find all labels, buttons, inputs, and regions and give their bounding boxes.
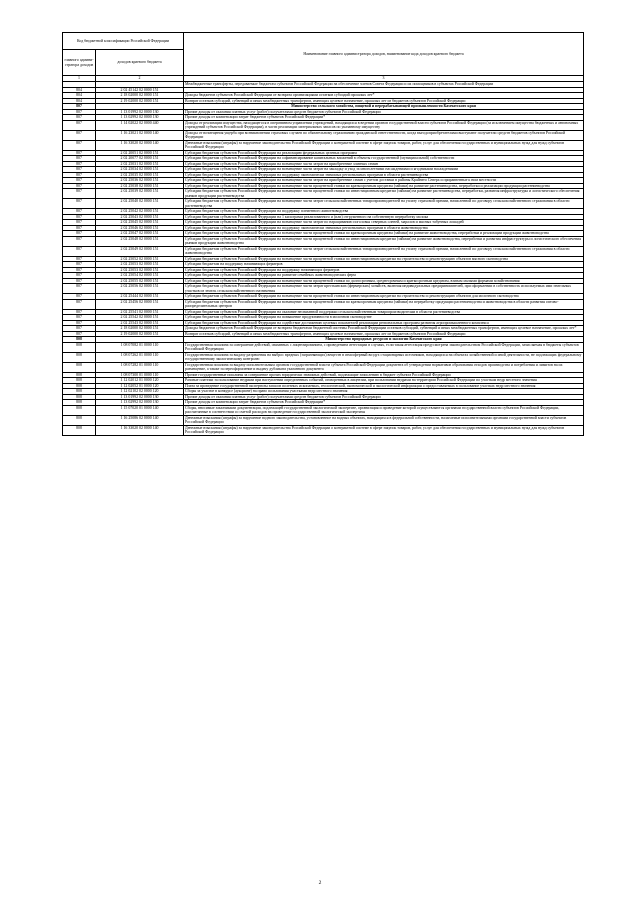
table-row [63, 236, 584, 246]
name-cell: Субсидии бюджетам субъектов Российской Федерации на поддержку племенного животноводства [184, 209, 584, 215]
table-row [63, 231, 584, 237]
table-row [63, 284, 584, 294]
name-cell: Субсидии бюджетам субъектов Российской Федерации на возмещение части затрат на закладку и уход за многолетними насаждениями и ягодниками насаждениями [184, 167, 584, 173]
name-cell: Субсидии бюджетам субъектов Российской Федерации на поддержку экономически значимых региональных программ в области растениеводства [184, 172, 584, 178]
budget-code-cell: 2 02 45142 02 0000 151 [96, 87, 184, 93]
admin-code-cell: 807 [63, 278, 96, 284]
budget-code-cell: 2 02 25043 02 0000 151 [96, 214, 184, 220]
page-number: 2 [318, 880, 322, 886]
table-row [63, 246, 584, 256]
name-cell: Доходы бюджетов субъектов Российской Федерации от возврата организациями остатков субсидий прошлых лет* [184, 93, 584, 99]
table-row [63, 183, 584, 189]
name-cell: Межбюджетные трансферты, передаваемые бюджетам субъектов Российской Федерации на обеспечение членов Совета Федерации и их помощников в субъектах Российской Федерации [184, 82, 584, 88]
table-row [63, 294, 584, 300]
header-name-column: Наименование главного администратора доходов, наименование кода доходов краевого бюджета [184, 33, 584, 76]
admin-code-cell: 808 [63, 378, 96, 384]
name-cell: Субсидии бюджетам субъектов Российской Федерации на возмещение части процентной ставки по инвестиционным кредитам (займам) на развитие растениеводства, переработки, развития инфраструктуры и логистического обеспечения рынков продукции растениеводства [184, 189, 584, 199]
name-cell: Сборы за участие в конкурсе (аукционе) на право пользования участками недр местного значения [184, 389, 584, 395]
name-cell: Прочие доходы от оказания платных услуг (работ) получателями средств бюджетов субъектов Российской Федерации [184, 109, 584, 115]
budget-code-cell: 1 16 33020 02 0000 140 [96, 425, 184, 435]
admin-code-cell: 808 [63, 400, 96, 406]
admin-code-cell: 808 [63, 342, 96, 352]
name-cell: Прочие доходы от оказания платных услуг (работ) получателями средств бюджетов субъектов Российской Федерации [184, 394, 584, 400]
name-cell: Субсидии бюджетам субъектов Российской Федерации на оказание несвязанной поддержки сельскохозяйственным товаропроизводителям в области растениеводства [184, 309, 584, 315]
budget-code-cell: 1 12 02052 01 0000 120 [96, 383, 184, 389]
admin-code-cell: 807 [63, 150, 96, 156]
budget-code-cell: 2 02 25541 02 0000 151 [96, 309, 184, 315]
admin-code-cell: 807 [63, 156, 96, 162]
admin-code-cell: 807 [63, 161, 96, 167]
name-cell: Субсидии бюджетам субъектов Российской Федерации на возмещение части процентной ставки по инвестиционным кредитам на строительство и реконструкцию объектов мясного скотоводства [184, 256, 584, 262]
budget-code-cell: 2 02 25543 02 0000 151 [96, 320, 184, 326]
admin-code-cell: 804 [63, 98, 96, 104]
budget-code-cell: 1 14 02022 02 0000 440 [96, 120, 184, 130]
budget-code-cell: 2 02 25056 02 0000 151 [96, 284, 184, 294]
name-cell: Разовые платежи за пользование недрами при наступлении определенных событий, оговоренных в лицензии, при пользовании недрами на территории Российской Федерации по участкам недр местного значения [184, 378, 584, 384]
name-cell: Сборы, вносимые заказчиками документации, подлежащей государственной экологической экспертизе, организация и проведение которой осуществляются органами государственной власти субъектов Российской Федерации, рассчитанные в соответствии со сметой расходов на проведение государственной экологической экспертизы [184, 405, 584, 415]
admin-code-cell: 807 [63, 189, 96, 199]
admin-code-cell: 807 [63, 284, 96, 294]
table-row [63, 140, 584, 150]
admin-code-cell: 807 [63, 320, 96, 326]
budget-code-cell: 1 15 07020 01 0000 140 [96, 405, 184, 415]
admin-code-cell: 807 [63, 172, 96, 178]
table-row [63, 362, 584, 372]
budget-code-cell: 1 12 02012 01 0000 120 [96, 378, 184, 384]
budget-code-cell: 1 12 02102 02 0000 120 [96, 389, 184, 395]
admin-code-cell: 807 [63, 178, 96, 184]
name-cell: Возврат остатков субсидий, субвенций и иных межбюджетных трансфертов, имеющих целевое назначение, прошлых лет из бюджетов субъектов Российской Федерации [184, 98, 584, 104]
admin-code-cell: 807 [63, 209, 96, 215]
budget-code-cell: 2 02 25042 02 0000 151 [96, 209, 184, 215]
name-cell: Субсидии бюджетам субъектов Российской Федерации на возмещение части затрат крестьянских (фермерских) хозяйств, включая индивидуальных предпринимателей, при оформлении в собственность используемых ими земельных участков из земель сельскохозяйственного назначения [184, 284, 584, 294]
budget-code-cell: 2 02 25038 02 0000 151 [96, 183, 184, 189]
header-index-3: 3 [184, 76, 584, 82]
name-cell: Министерство сельского хозяйства, пищевой и перерабатывающей промышленности Камчатского края [184, 104, 584, 110]
admin-code-cell: 808 [63, 362, 96, 372]
name-cell: Субсидии бюджетам субъектов Российской Федерации на возмещение части процентной ставки по краткосрочным кредитам (займам) на развитие растениеводства, переработки и реализации продукции растениеводства [184, 183, 584, 189]
admin-code-cell: 807 [63, 315, 96, 321]
name-cell: Субсидии бюджетам субъектов Российской Федерации на поддержку экономически значимых региональных программ в области животноводства [184, 225, 584, 231]
budget-code-cell: 1 13 02992 02 0000 130 [96, 400, 184, 406]
admin-code-cell: 807 [63, 236, 96, 246]
table-row [63, 326, 584, 332]
name-cell: Субсидии бюджетам субъектов Российской Федерации на софинансирование капитальных вложений в объекты государственной (муниципальной) собственности [184, 156, 584, 162]
budget-code-cell: 2 02 25047 02 0000 151 [96, 231, 184, 237]
name-cell: Субсидии бюджетам субъектов Российской Федерации на реализацию федеральных целевых программ [184, 150, 584, 156]
admin-code-cell: 807 [63, 214, 96, 220]
budget-code-cell: 2 02 25456 02 0000 151 [96, 299, 184, 309]
name-cell: Субсидии бюджетам субъектов Российской Федерации на возмещение части процентной ставки по краткосрочным кредитам (займам) на переработку продукции растениеводства и животноводства в области развития оптово-распределительных центров [184, 299, 584, 309]
admin-code-cell: 807 [63, 309, 96, 315]
table-row [63, 199, 584, 209]
table-row [63, 256, 584, 262]
admin-code-cell: 807 [63, 246, 96, 256]
name-cell: Министерство природных ресурсов и экологии Камчатского края [184, 337, 584, 343]
admin-code-cell: 808 [63, 352, 96, 362]
admin-code-cell: 807 [63, 220, 96, 226]
admin-code-cell: 808 [63, 337, 96, 343]
admin-code-cell: 808 [63, 372, 96, 378]
budget-code-cell: 2 02 25053 02 0000 151 [96, 267, 184, 273]
name-cell: Субсидии бюджетам субъектов Российской Федерации на возмещение части затрат на приобретение элитных семян [184, 161, 584, 167]
budget-code-cell: 1 08 07282 01 0000 110 [96, 362, 184, 372]
budget-code-cell: 2 02 25035 02 0000 151 [96, 172, 184, 178]
budget-code-cell: 2 02 20051 02 0000 151 [96, 150, 184, 156]
budget-code-cell: 2 02 25049 02 0000 151 [96, 246, 184, 256]
name-cell: Субсидии бюджетам на поддержку начинающих фермеров [184, 262, 584, 268]
admin-code-cell: 808 [63, 405, 96, 415]
budget-code-cell: 2 02 25444 02 0000 151 [96, 294, 184, 300]
name-cell: Доходы от возмещения ущерба при возникновении страховых случаев по обязательному страхованию гражданской ответственности, когда выгодоприобретателями выступают получатели средств бюджетов субъектов Российской Федерации [184, 130, 584, 140]
admin-code-cell: 808 [63, 389, 96, 395]
name-cell: Государственная пошлина за выдачу разрешения на выброс вредных (загрязняющих) веществ в атмосферный воздух стационарных источников, находящихся на объектах хозяйственной и иной деятельности, не подлежащих федеральному государственному экологическому контролю [184, 352, 584, 362]
name-cell: Субсидии бюджетам субъектов Российской Федерации на содействие достижению целевых показателей реализации региональных программ развития агропромышленного комплекса [184, 320, 584, 326]
budget-code-cell: 2 02 25040 02 0000 151 [96, 199, 184, 209]
admin-code-cell: 807 [63, 140, 96, 150]
admin-code-cell: 807 [63, 256, 96, 262]
budget-code-cell: 1 16 33020 02 0000 140 [96, 140, 184, 150]
budget-code-cell: 2 02 25055 02 0000 151 [96, 278, 184, 284]
budget-code-cell: 2 02 25031 02 0000 151 [96, 161, 184, 167]
budget-code-cell: 2 02 25034 02 0000 151 [96, 167, 184, 173]
table-row [63, 378, 584, 384]
table-row [63, 130, 584, 140]
budget-code-cell: 2 02 25048 02 0000 151 [96, 236, 184, 246]
admin-code-cell: 808 [63, 394, 96, 400]
budget-code-cell: 2 02 25039 02 0000 151 [96, 189, 184, 199]
admin-code-cell: 807 [63, 262, 96, 268]
name-cell: Денежные взыскания (штрафы) за нарушение законодательства Российской Федерации о контрактной системе в сфере закупок товаров, работ, услуг для обеспечения государственных и муниципальных нужд для нужд субъектов Российской Федерации [184, 140, 584, 150]
admin-code-cell: 807 [63, 167, 96, 173]
admin-code-cell: 807 [63, 199, 96, 209]
header-budget-column: доходов краевого бюджета [96, 50, 184, 76]
budget-code-cell: 2 19 02000 02 0000 151 [96, 98, 184, 104]
budget-code-cell: 1 13 02992 02 0000 130 [96, 115, 184, 121]
budget-code-cell: 2 18 02000 02 0000 151 [96, 93, 184, 99]
admin-code-cell: 807 [63, 225, 96, 231]
header-index-1: 1 [63, 76, 96, 82]
name-cell: Субсидии бюджетам субъектов Российской Федерации на возмещение части затрат сельскохозяйственных товаропроизводителей на уплату страховой премии, начисленной по договору сельскохозяйственного страхования в области животноводства [184, 246, 584, 256]
admin-code-cell: 807 [63, 294, 96, 300]
name-cell: Субсидии бюджетам субъектов Российской Федерации на поддержку начинающих фермеров [184, 267, 584, 273]
budget-code-cell: 1 08 07300 01 0000 110 [96, 372, 184, 378]
admin-code-cell: 807 [63, 267, 96, 273]
name-cell: Государственная пошлина за совершение действий, связанных с лицензированием, с проведением аттестации в случаях, если такая аттестация предусмотрена законодательством Российской Федерации, зачисляемая в бюджеты субъектов Российской Федерации [184, 342, 584, 352]
budget-code-cell: 1 08 07262 01 0000 110 [96, 352, 184, 362]
admin-code-cell: 807 [63, 331, 96, 337]
table-row [63, 189, 584, 199]
budget-code-cell: 1 16 23021 02 0000 140 [96, 130, 184, 140]
budget-code-cell: 1 13 01992 02 0000 130 [96, 109, 184, 115]
admin-code-cell: 808 [63, 425, 96, 435]
income-codes-table [62, 32, 584, 436]
name-cell: Плата за проведение государственной экспертизы запасов полезных ископаемых, геологической, экономической и экологической информации о предоставляемых в пользование участках недр местного значения [184, 383, 584, 389]
budget-code-cell: 2 02 25053 02 0000 151 [96, 262, 184, 268]
admin-code-cell: 807 [63, 326, 96, 332]
admin-code-cell: 807 [63, 231, 96, 237]
budget-code-cell: 2 02 25046 02 0000 151 [96, 225, 184, 231]
table-body [63, 82, 584, 436]
header-admin-column: главного админи-стратора доходов [63, 50, 96, 76]
table-row [63, 352, 584, 362]
table-row [63, 278, 584, 284]
table-row [63, 299, 584, 309]
admin-code-cell: 807 [63, 273, 96, 279]
budget-code-cell: 1 13 01992 02 0000 130 [96, 394, 184, 400]
name-cell: Доходы бюджетов субъектов Российской Федерации от возврата бюджетами бюджетной системы Российской Федерации остатков субсидий, субвенций и иных межбюджетных трансфертов, имеющих целевое назначение, прошлых лет* [184, 326, 584, 332]
admin-code-cell: 808 [63, 383, 96, 389]
budget-code-cell: 1 08 07082 01 0000 110 [96, 342, 184, 352]
name-cell: Денежные взыскания (штрафы) за нарушение водного законодательства, установленное на водных объектах, находящихся в федеральной собственности, налагаемые исполнительными органами государственной власти субъектов Российской Федерации [184, 415, 584, 425]
header-index-2: 2 [96, 76, 184, 82]
name-cell: Субсидии бюджетам субъектов Российской Федерации на возмещение части процентной ставки по инвестиционным кредитам на строительство и реконструкцию объектов для молочного скотоводства [184, 294, 584, 300]
table-row [63, 342, 584, 352]
name-cell: Возврат остатков субсидий, субвенций и иных межбюджетных трансфертов, имеющих целевое назначение, прошлых лет из бюджетов субъектов Российской Федерации [184, 331, 584, 337]
name-cell: Субсидии бюджетам субъектов Российской Федерации на 1 килограмм реализованного и (или) отгруженного на собственную переработку молока [184, 214, 584, 220]
table-row [63, 415, 584, 425]
budget-code-cell: 2 02 25054 02 0000 151 [96, 273, 184, 279]
budget-code-cell: 2 02 25542 02 0000 151 [96, 315, 184, 321]
name-cell: Прочие доходы от компенсации затрат бюджетов субъектов Российской Федерации* [184, 115, 584, 121]
budget-code-cell: 2 18 02000 02 0000 151 [96, 326, 184, 332]
admin-code-cell: 807 [63, 130, 96, 140]
name-cell: Субсидии бюджетам субъектов Российской Федерации на возмещение части затрат по наращиванию поголовья северных оленей, маралов и мясных табунных лошадей [184, 220, 584, 226]
budget-code-cell: 2 02 20077 02 0000 151 [96, 156, 184, 162]
header-group-title: Код бюджетной классификации Российской Федерации [63, 33, 184, 50]
budget-code-cell: 2 02 25045 02 0000 151 [96, 220, 184, 226]
admin-code-cell: 807 [63, 299, 96, 309]
document-page [62, 32, 583, 436]
admin-code-cell: 807 [63, 115, 96, 121]
admin-code-cell: 807 [63, 120, 96, 130]
admin-code-cell: 808 [63, 415, 96, 425]
name-cell: Денежные взыскания (штрафы) за нарушение законодательства Российской Федерации о контрактной системе в сфере закупок товаров, работ, услуг для обеспечения государственных и муниципальных нужд для нужд субъектов Российской Федерации [184, 425, 584, 435]
name-cell: Доходы от реализации имущества, находящегося в оперативном управлении учреждений, находящихся в ведении органов государственной власти субъектов Российской Федерации (за исключением имущества бюджетных и автономных учреждений субъектов Российской Федерации), в части реализации материальных запасов по указанному имуществу [184, 120, 584, 130]
name-cell: Прочие доходы от компенсации затрат бюджетов субъектов Российской Федерации* [184, 400, 584, 406]
budget-code-cell: 2 19 02000 02 0000 151 [96, 331, 184, 337]
budget-code-cell: 2 02 25036 02 0000 151 [96, 178, 184, 184]
name-cell: Субсидии бюджетам субъектов Российской Федерации на возмещение части процентной ставки по долгосрочным, среднесрочным и краткосрочным кредитам, взятым малыми формами хозяйствования [184, 278, 584, 284]
name-cell: Субсидии бюджетам субъектов Российской Федерации на повышение продуктивности в молочном скотоводстве [184, 315, 584, 321]
name-cell: Прочие государственные пошлины за совершение прочих юридически значимых действий, подлежащие зачислению в бюджет субъекта Российской Федерации [184, 372, 584, 378]
budget-code-cell: 1 16 25086 02 0000 140 [96, 415, 184, 425]
admin-code-cell: 807 [63, 183, 96, 189]
table-row [63, 425, 584, 435]
admin-code-cell: 804 [63, 93, 96, 99]
budget-code-cell: 2 02 25052 02 0000 151 [96, 256, 184, 262]
name-cell: Субсидии бюджетам субъектов Российской Федерации на возмещение части процентной ставки по инвестиционным кредитам (займам) на развитие животноводства, переработки и развития инфраструктуры и логистического обеспечения рынков продукции животноводства [184, 236, 584, 246]
admin-code-cell: 804 [63, 87, 96, 93]
name-cell: Субсидии бюджетам субъектов Российской Федерации на возмещение части процентной ставки по краткосрочным кредитам (займам) на развитие животноводства, переработки и реализации продукции животноводства [184, 231, 584, 237]
name-cell: Субсидии бюджетам субъектов Российской Федерации на развитие семейных животноводческих ферм [184, 273, 584, 279]
table-row [63, 120, 584, 130]
table-row [63, 383, 584, 389]
name-cell: Государственная пошлина за выдачу исполнительным органом государственной власти субъекта Российской Федерации документа об утверждении нормативов образования отходов производства и потребления и лимитов на их размещение, а также за переоформление и выдачу дубликата указанного документа [184, 362, 584, 372]
table-row [63, 405, 584, 415]
name-cell: Субсидии бюджетам субъектов Российской Федерации на возмещение части затрат на приобретение семян с учетом доставки в районы Крайнего Севера и приравненные к ним местности [184, 178, 584, 184]
name-cell: Субсидии бюджетам субъектов Российской Федерации на возмещение части затрат сельскохозяйственных товаропроизводителей на уплату страховой премии, начисленной по договору сельскохозяйственного страхования в области растениеводства [184, 199, 584, 209]
admin-code-cell: 807 [63, 104, 96, 110]
admin-code-cell: 807 [63, 109, 96, 115]
